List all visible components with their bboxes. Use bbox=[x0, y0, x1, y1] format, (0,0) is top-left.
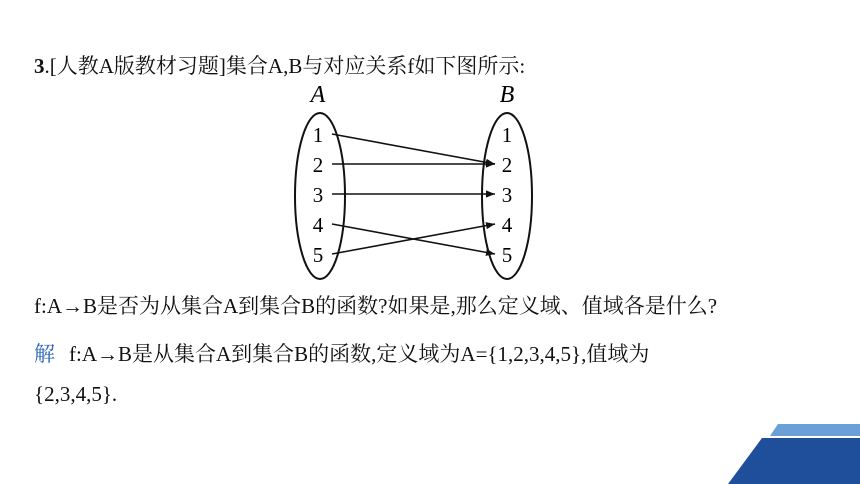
set-a-element: 1 bbox=[312, 123, 324, 147]
set-b-element: 3 bbox=[501, 183, 513, 207]
set-a-label: A bbox=[310, 82, 326, 108]
solution-text-1: f:A→B是从集合A到集合B的函数,定义域为A={1,2,3,4,5},值域为 bbox=[69, 342, 650, 366]
set-b-label: B bbox=[499, 82, 515, 108]
solution-line-1 bbox=[34, 344, 649, 365]
question-title bbox=[34, 56, 525, 77]
mapping-arrow bbox=[332, 134, 495, 164]
set-a-element: 5 bbox=[312, 243, 324, 267]
set-a-element: 2 bbox=[312, 153, 324, 177]
question-intro: 集合A,B与对应关系f如下图所示: bbox=[225, 54, 526, 78]
set-a-element: 3 bbox=[312, 183, 324, 207]
question-number: 3 bbox=[34, 54, 45, 78]
deco-dark-band bbox=[728, 438, 860, 484]
set-b-element: 4 bbox=[501, 213, 513, 237]
corner-decoration bbox=[700, 424, 860, 484]
question-ask: f:A→B是否为从集合A到集合B的函数?如果是,那么定义域、值域各是什么? bbox=[34, 294, 718, 318]
set-b-element: 1 bbox=[501, 123, 513, 147]
set-b-element: 5 bbox=[501, 243, 513, 267]
solution-line-2: {2,3,4,5}. bbox=[34, 382, 118, 406]
set-b-element: 2 bbox=[501, 153, 513, 177]
deco-light-band bbox=[770, 424, 860, 436]
mapping-diagram bbox=[288, 82, 538, 282]
set-a-element: 4 bbox=[312, 213, 324, 237]
question-source: .[人教A版教材习题] bbox=[44, 54, 226, 78]
solution-label: 解 bbox=[34, 342, 55, 366]
